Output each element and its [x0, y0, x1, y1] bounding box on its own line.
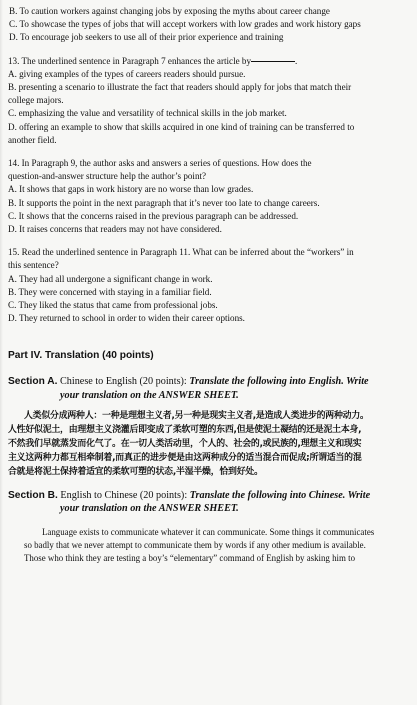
- section-a-instruction: Translate the following into English. Write: [189, 376, 369, 388]
- q14-option-c: C. It shows that the concerns raised in the previous paragraph can be addressed.: [8, 210, 299, 221]
- part-iv-title: Part IV. Translation (40 points): [8, 350, 154, 362]
- q14-option-b: B. It supports the point in the next paragraph that it’s never too late to change careers.: [8, 197, 320, 208]
- en-line-3: Those who think they are testing a boy’s “elementary” command of English by asking him to: [24, 552, 356, 563]
- q15-stem: 15. Read the underlined sentence in Paragraph 11. What can be inferred about the “workers” in: [8, 247, 354, 258]
- zh-line-4: 主义这两种力都互相牵制着,而真正的进步便是由这两种成分的适当混合而促成;所谓适当的混: [8, 452, 362, 463]
- q15-option-d: D. They returned to school in order to widen their career options.: [8, 313, 245, 324]
- section-b-english-passage: [8, 526, 411, 565]
- section-a-header: [8, 375, 411, 402]
- question-13: [8, 55, 411, 147]
- q12-option-b: B. To caution workers against changing jobs by exposing the myths about career change: [9, 6, 330, 16]
- q15-option-c: C. They liked the status that came from professional jobs.: [8, 300, 218, 311]
- section-b-instruction-cont: your translation on the ANSWER SHEET.: [60, 503, 239, 515]
- zh-line-5: 合就是将泥土保持着适宜的柔软可塑的状态,半湿半燥，恰到好处。: [8, 466, 263, 477]
- en-line-1: Language exists to communicate whatever it can communicate. Some things it communicates: [42, 526, 375, 537]
- section-b-instruction: Translate the following into Chinese. Write: [189, 489, 371, 501]
- question-15: [8, 246, 411, 325]
- q13-option-d: D. offering an example to show that skills acquired in one kind of training can be transferred to: [8, 121, 355, 132]
- en-line-2: so badly that we never attempt to communicate them by words if any other medium is available.: [24, 539, 366, 550]
- answer-blank: [251, 61, 295, 62]
- question-14: [8, 157, 411, 236]
- q13-option-c: C. emphasizing the value and versatility of technical skills in the job market.: [8, 108, 287, 119]
- zh-line-3: 不然我们早就蒸发而化气了。在一切人类活动里，个人的、社会的,或民族的,理想主义和现实: [8, 438, 362, 449]
- section-a-chinese-passage: [8, 409, 411, 479]
- q13-option-b: B. presenting a scenario to illustrate the fact that readers should apply for jobs that match their: [8, 82, 352, 93]
- section-b-desc: English to Chinese (20 points):: [60, 489, 188, 501]
- q13-option-d-cont: another field.: [8, 134, 57, 145]
- q13-option-a: A. giving examples of the types of careers readers should pursue.: [8, 68, 246, 79]
- section-b-header: [8, 489, 411, 516]
- zh-line-2: 人性好似泥土，由理想主义浇灌后即变成了柔软可塑的东西,但是使泥土凝结的还是泥土本身,: [8, 424, 362, 435]
- q15-stem-cont: this sentence?: [8, 260, 59, 271]
- q13-option-b-cont: college majors.: [8, 95, 64, 106]
- section-a-instruction-cont: your translation on the ANSWER SHEET.: [60, 390, 239, 402]
- q14-stem-cont: question-and-answer structure help the author’s point?: [8, 171, 207, 182]
- section-b-label: Section B.: [8, 489, 58, 501]
- q14-stem: 14. In Paragraph 9, the author asks and answers a series of questions. How does the: [8, 158, 312, 169]
- q12-option-c: C. To showcase the types of jobs that will accept workers with low grades and work history gaps: [9, 19, 361, 30]
- q14-option-a: A. It shows that gaps in work history are no worse than low grades.: [8, 184, 254, 195]
- q13-stem: 13. The underlined sentence in Paragraph 7 enhances the article by .: [8, 55, 298, 66]
- q15-option-b: B. They were concerned with staying in a familiar field.: [8, 286, 212, 297]
- zh-line-1: 人类似分成两种人：一种是理想主义者,另一种是现实主义者,是造成人类进步的两种动力。: [24, 410, 369, 421]
- section-a-label: Section A.: [8, 376, 58, 388]
- page-edge-shadow: [0, 0, 3, 705]
- question-12-options: [8, 5, 411, 45]
- section-a-desc: Chinese to English (20 points):: [59, 376, 187, 388]
- q15-option-a: A. They had all undergone a significant change in work.: [8, 273, 213, 284]
- q12-option-d: D. To encourage job seekers to use all of their prior experience and training: [9, 32, 284, 43]
- q14-option-d: D. It raises concerns that readers may not have considered.: [8, 224, 222, 235]
